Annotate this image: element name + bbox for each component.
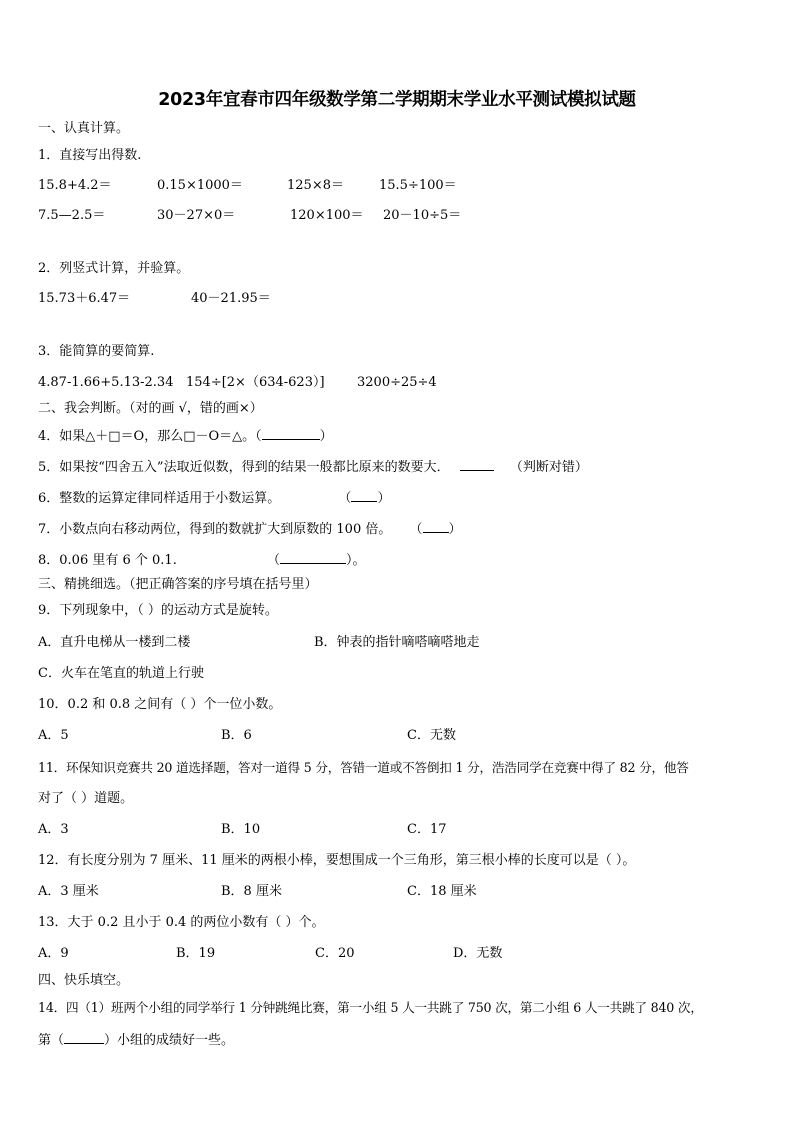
q5-text: 5．如果按“四舍五入”法取近似数，得到的结果一般都比原来的数要大． xyxy=(38,460,450,475)
q11-option-a[interactable]: A．3 xyxy=(38,822,69,837)
q1-item: 30－27×0＝ xyxy=(157,208,236,223)
q6-text: 6．整数的运算定律同样适用于小数运算。 xyxy=(38,491,281,506)
q6-close: ） xyxy=(377,491,391,506)
q13-stem: 13．大于 0.2 且小于 0.4 的两位小数有（ ）个。 xyxy=(38,915,325,930)
q1-item: 125×8＝ xyxy=(287,178,344,193)
answer-blank[interactable] xyxy=(351,489,377,502)
q3-item: 4.87-1.66+5.13-2.34 xyxy=(38,375,174,390)
q11-line-1: 11．环保知识竞赛共 20 道选择题，答对一道得 5 分，答错一道或不答倒扣 1 分，浩浩同学在竞赛中得了 82 分，他答 xyxy=(38,760,689,775)
q1-item: 15.5÷100＝ xyxy=(379,178,457,193)
answer-blank[interactable] xyxy=(262,427,320,440)
q8-open: （ xyxy=(266,553,280,568)
q14-line-2 xyxy=(38,1031,234,1049)
q3-item: 3200÷25÷4 xyxy=(357,375,437,390)
q11-option-b[interactable]: B．10 xyxy=(221,822,261,837)
q14-text-after: ）小组的成绩好一些。 xyxy=(104,1033,235,1048)
q8-close: ）。 xyxy=(345,553,366,568)
q8 xyxy=(38,551,366,569)
q9-option-a[interactable]: A．直升电梯从一楼到二楼 xyxy=(38,635,191,650)
q2-stem: 2．列竖式计算，并验算。 xyxy=(38,261,190,276)
q9-stem: 9．下列现象中，（ ）的运动方式是旋转。 xyxy=(38,603,278,618)
q1-item: 7.5—2.5＝ xyxy=(38,208,106,223)
q5 xyxy=(38,458,588,476)
section-heading-2: 二、我会判断。（对的画 √，错的画×） xyxy=(38,401,263,416)
q9-option-c[interactable]: C．火车在笔直的轨道上行驶 xyxy=(38,666,204,681)
q5-judge: （判断对错） xyxy=(509,460,588,475)
q12-option-a[interactable]: A．3 厘米 xyxy=(38,884,99,899)
q10-option-b[interactable]: B．6 xyxy=(221,728,252,743)
q3-item: 154÷[2×（634-623）] xyxy=(186,375,325,390)
q9-option-b[interactable]: B．钟表的指针嘀嗒嘀嗒地走 xyxy=(314,635,480,650)
section-heading-1: 一、认真计算。 xyxy=(38,121,130,136)
q8-text: 8．0.06 里有 6 个 0.1. xyxy=(38,553,177,568)
answer-blank[interactable] xyxy=(423,520,449,533)
section-heading-3: 三、精挑细选。（把正确答案的序号填在括号里） xyxy=(38,577,318,592)
q11-line-2: 对了（ ）道题。 xyxy=(38,791,134,806)
q12-option-c[interactable]: C．18 厘米 xyxy=(407,884,477,899)
answer-blank[interactable] xyxy=(280,551,346,564)
q12-stem: 12．有长度分别为 7 厘米、11 厘米的两根小棒，要想围成一个三角形，第三根小棒的长度可以是（ ）。 xyxy=(38,853,636,868)
q3-stem: 3．能简算的要简算. xyxy=(38,344,155,359)
q13-option-b[interactable]: B．19 xyxy=(176,946,216,961)
q12-option-b[interactable]: B．8 厘米 xyxy=(221,884,282,899)
q1-item: 120×100＝ xyxy=(290,208,364,223)
q10-stem: 10．0.2 和 0.8 之间有（ ）个一位小数。 xyxy=(38,697,282,712)
q1-item: 15.8+4.2＝ xyxy=(38,178,112,193)
q6-open: （ xyxy=(338,491,352,506)
q4-close: ） xyxy=(319,429,333,444)
q2-item: 40－21.95＝ xyxy=(191,291,271,306)
q14-text-before: 第（ xyxy=(38,1033,65,1048)
q1-stem: 1．直接写出得数. xyxy=(38,148,142,163)
answer-blank[interactable] xyxy=(64,1031,104,1044)
q6 xyxy=(38,489,390,507)
q10-option-c[interactable]: C．无数 xyxy=(407,728,456,743)
q13-option-c[interactable]: C．20 xyxy=(315,946,355,961)
q4-text: 4．如果△＋□＝O，那么□－O＝△。（ xyxy=(38,429,262,444)
q13-option-d[interactable]: D．无数 xyxy=(453,946,503,961)
section-heading-4: 四、快乐填空。 xyxy=(38,973,130,988)
q4 xyxy=(38,427,333,445)
q7-text: 7．小数点向右移动两位，得到的数就扩大到原数的 100 倍。 xyxy=(38,522,392,537)
q14-line-1: 14．四（1）班两个小组的同学举行 1 分钟跳绳比赛，第一小组 5 人一共跳了 750 次，第二小组 6 人一共跳了 840 次， xyxy=(38,1000,703,1015)
q1-item: 20－10÷5＝ xyxy=(383,208,462,223)
q7-open: （ xyxy=(409,522,423,537)
q13-option-a[interactable]: A．9 xyxy=(38,946,69,961)
answer-blank[interactable] xyxy=(460,458,494,471)
q10-option-a[interactable]: A．5 xyxy=(38,728,69,743)
q7-close: ） xyxy=(448,522,462,537)
q11-option-c[interactable]: C．17 xyxy=(407,822,447,837)
q1-item: 0.15×1000＝ xyxy=(157,178,243,193)
q7 xyxy=(38,520,462,538)
q2-item: 15.73＋6.47＝ xyxy=(38,291,131,306)
page-title: 2023年宜春市四年级数学第二学期期末学业水平测试模拟试题 xyxy=(158,90,636,110)
